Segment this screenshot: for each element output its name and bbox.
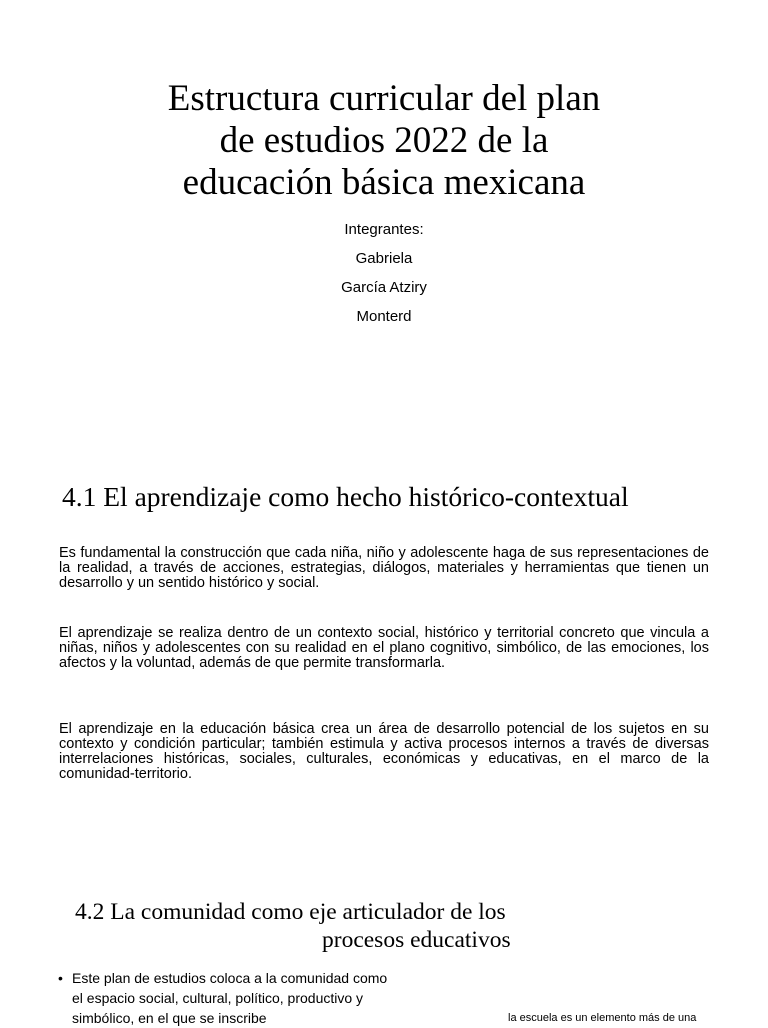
paragraph-3: El aprendizaje en la educación básica crea un área de desarrollo potencial de los sujetos en su contexto y condición particular; también estimula y activa procesos internos a través de diversas interrelaciones históricas, sociales, culturales, económicas y educativas, en el marco de la comunidad-territorio. (59, 721, 709, 782)
member-name: García Atziry (341, 279, 427, 296)
list-item (58, 968, 398, 1028)
members-block (234, 218, 534, 334)
section-4-1-heading: 4.1 El aprendizaje como hecho histórico-contextual (62, 481, 629, 512)
members-label: Integrantes: (344, 221, 424, 238)
bullet-list (58, 968, 398, 1028)
title-line-1: Estructura curricular del plan (167, 78, 601, 119)
title-line-2: de estudios 2022 de la (219, 120, 549, 161)
member-name: Gabriela (355, 250, 413, 267)
side-text-fragment: la escuela es un elemento más de una (508, 1012, 697, 1024)
section-4-2-heading-line-2: procesos educativos (322, 927, 511, 953)
section-4-2-heading-line-1: 4.2 La comunidad como eje articulador de los (75, 899, 506, 925)
bullet-icon: • (58, 970, 63, 986)
title-line-3: educación básica mexicana (182, 162, 586, 203)
section-4-2-heading (75, 898, 511, 954)
document-title (84, 78, 684, 204)
paragraph-2: El aprendizaje se realiza dentro de un contexto social, histórico y territorial concreto que vincula a niñas, niños y adolescentes con su realidad en el plano cognitivo, simbólico, de las emociones, los afectos y la voluntad, además de que permite transformarla. (59, 625, 709, 671)
member-name: Monterd (356, 308, 412, 325)
paragraph-1: Es fundamental la construcción que cada niña, niño y adolescente haga de sus representaciones de la realidad, a través de acciones, estrategias, diálogos, materiales y herramientas que tienen un desarrollo y un sentido histórico y social. (59, 545, 709, 591)
bullet-text: Este plan de estudios coloca a la comunidad como el espacio social, cultural, político, productivo y simbólico, en el que se inscribe (72, 970, 388, 1026)
